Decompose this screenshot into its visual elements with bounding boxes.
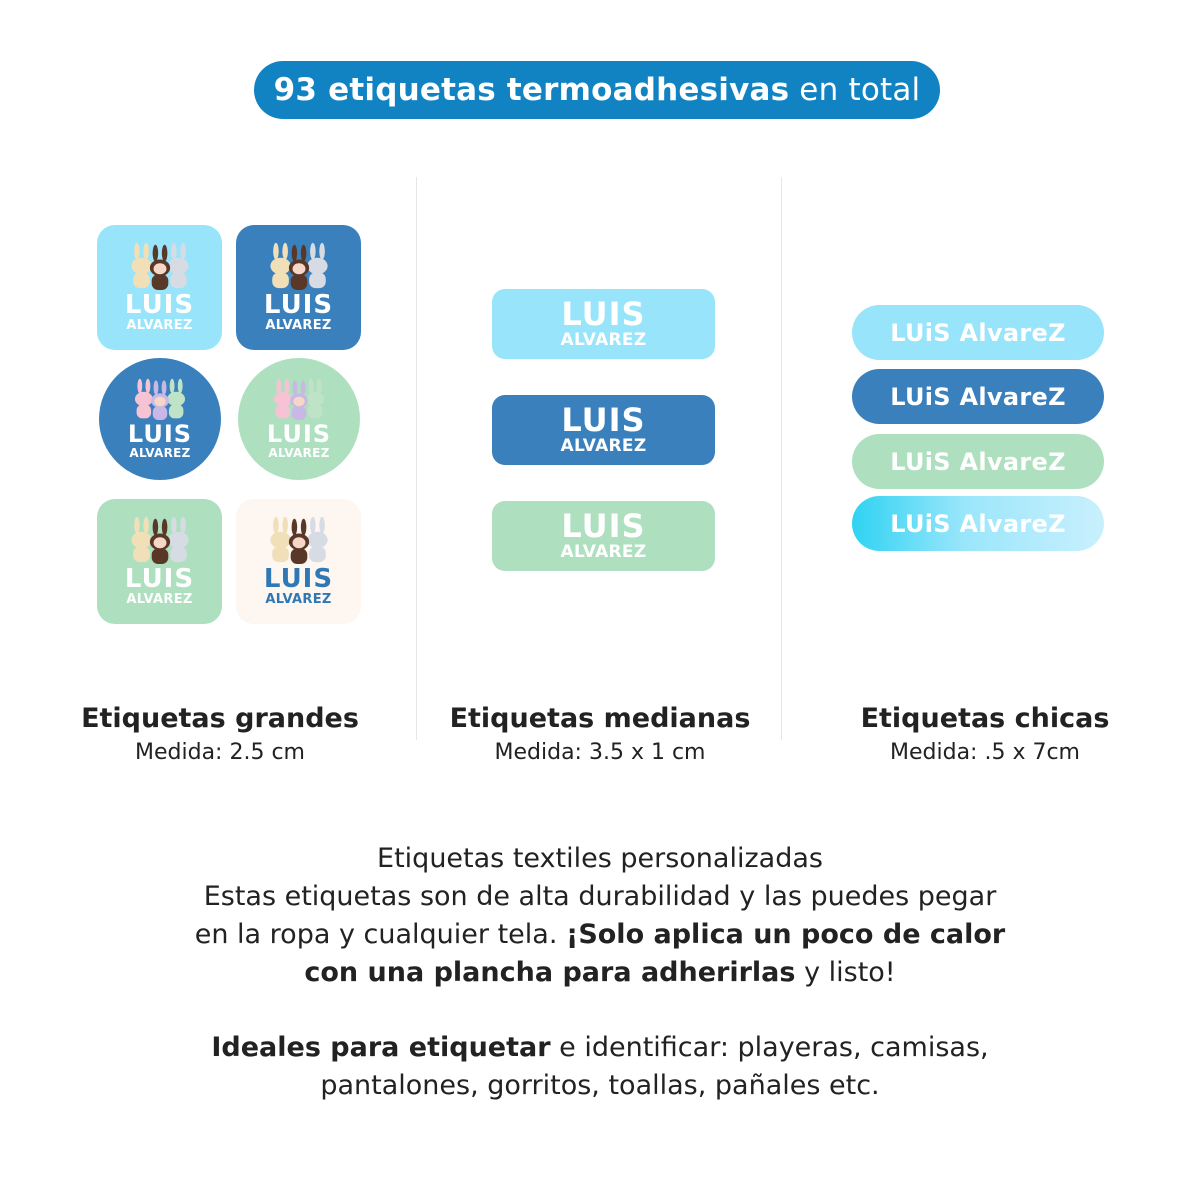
medium-label-mint [492,501,715,571]
medium-label-dark-blue [492,395,715,465]
label-last-name: ALVAREZ [126,318,193,333]
bunnies-illustration-icon [262,242,336,290]
description-text: y listo! [804,957,896,988]
label-first-name: LUIS [124,564,195,594]
label-last-name: ALVAREZ [265,592,332,607]
column-divider [781,177,782,740]
description-block [100,840,1100,992]
bunnies-illustration-icon [123,516,197,564]
column-divider [416,177,417,740]
section-title-large: Etiquetas grandes [81,703,359,734]
label-first-name: LUIS [561,401,646,439]
large-label-cream [236,499,361,624]
small-label-light-blue [852,305,1104,360]
header-regular-text: en total [799,72,921,108]
label-first-name: LUIS [124,290,195,320]
section-title-small: Etiquetas chicas [860,703,1110,734]
bunnies-illustration-icon [128,378,192,420]
label-last-name: ALVAREZ [560,436,647,456]
description-line [100,954,1100,992]
description-line: pantalones, gorritos, toallas, pañales etc. [320,1070,880,1101]
label-full-name: LUiS AlvareZ [890,318,1066,347]
header-pill [254,61,940,119]
small-label-mint [852,434,1104,489]
header-bold-text: 93 etiquetas termoadhesivas [273,72,790,108]
label-first-name: LUIS [561,507,646,545]
label-last-name: ALVAREZ [126,592,193,607]
medium-label-light-blue [492,289,715,359]
label-first-name: LUIS [127,419,193,448]
label-first-name: LUIS [263,564,334,594]
uses-block [100,1029,1100,1105]
section-size-small: Medida: .5 x 7cm [890,740,1080,765]
section-size-large: Medida: 2.5 cm [135,740,305,765]
large-label-circle-mint [238,358,360,480]
label-last-name: ALVAREZ [129,445,191,460]
label-first-name: LUIS [266,419,332,448]
description-line: Estas etiquetas son de alta durabilidad y las puedes pegar [203,881,997,912]
small-label-gradient [852,496,1104,551]
large-label-dark-blue [236,225,361,350]
description-line [100,916,1100,954]
label-full-name: LUiS AlvareZ [890,509,1066,538]
label-last-name: ALVAREZ [268,445,330,460]
small-label-dark-blue [852,369,1104,424]
description-bold-text: con una plancha para adherirlas [304,957,796,988]
bunnies-illustration-icon [262,516,336,564]
description-bold-text: Ideales para etiquetar [211,1032,551,1063]
description-text: en la ropa y cualquier tela. [194,919,558,950]
large-label-circle-dark-blue [99,358,221,480]
section-title-medium: Etiquetas medianas [449,703,751,734]
bunnies-illustration-icon [123,242,197,290]
section-size-medium: Medida: 3.5 x 1 cm [494,740,706,765]
label-first-name: LUIS [561,295,646,333]
description-line: Etiquetas textiles personalizadas [377,843,823,874]
description-text: e identificar: playeras, camisas, [559,1032,989,1063]
large-label-mint [97,499,222,624]
label-last-name: ALVAREZ [265,318,332,333]
description-bold-text: ¡Solo aplica un poco de calor [566,919,1006,950]
label-first-name: LUIS [263,290,334,320]
label-last-name: ALVAREZ [560,330,647,350]
bunnies-illustration-icon [267,378,331,420]
label-last-name: ALVAREZ [560,542,647,562]
label-full-name: LUiS AlvareZ [890,382,1066,411]
large-label-light-blue [97,225,222,350]
label-full-name: LUiS AlvareZ [890,447,1066,476]
description-line [100,1029,1100,1067]
